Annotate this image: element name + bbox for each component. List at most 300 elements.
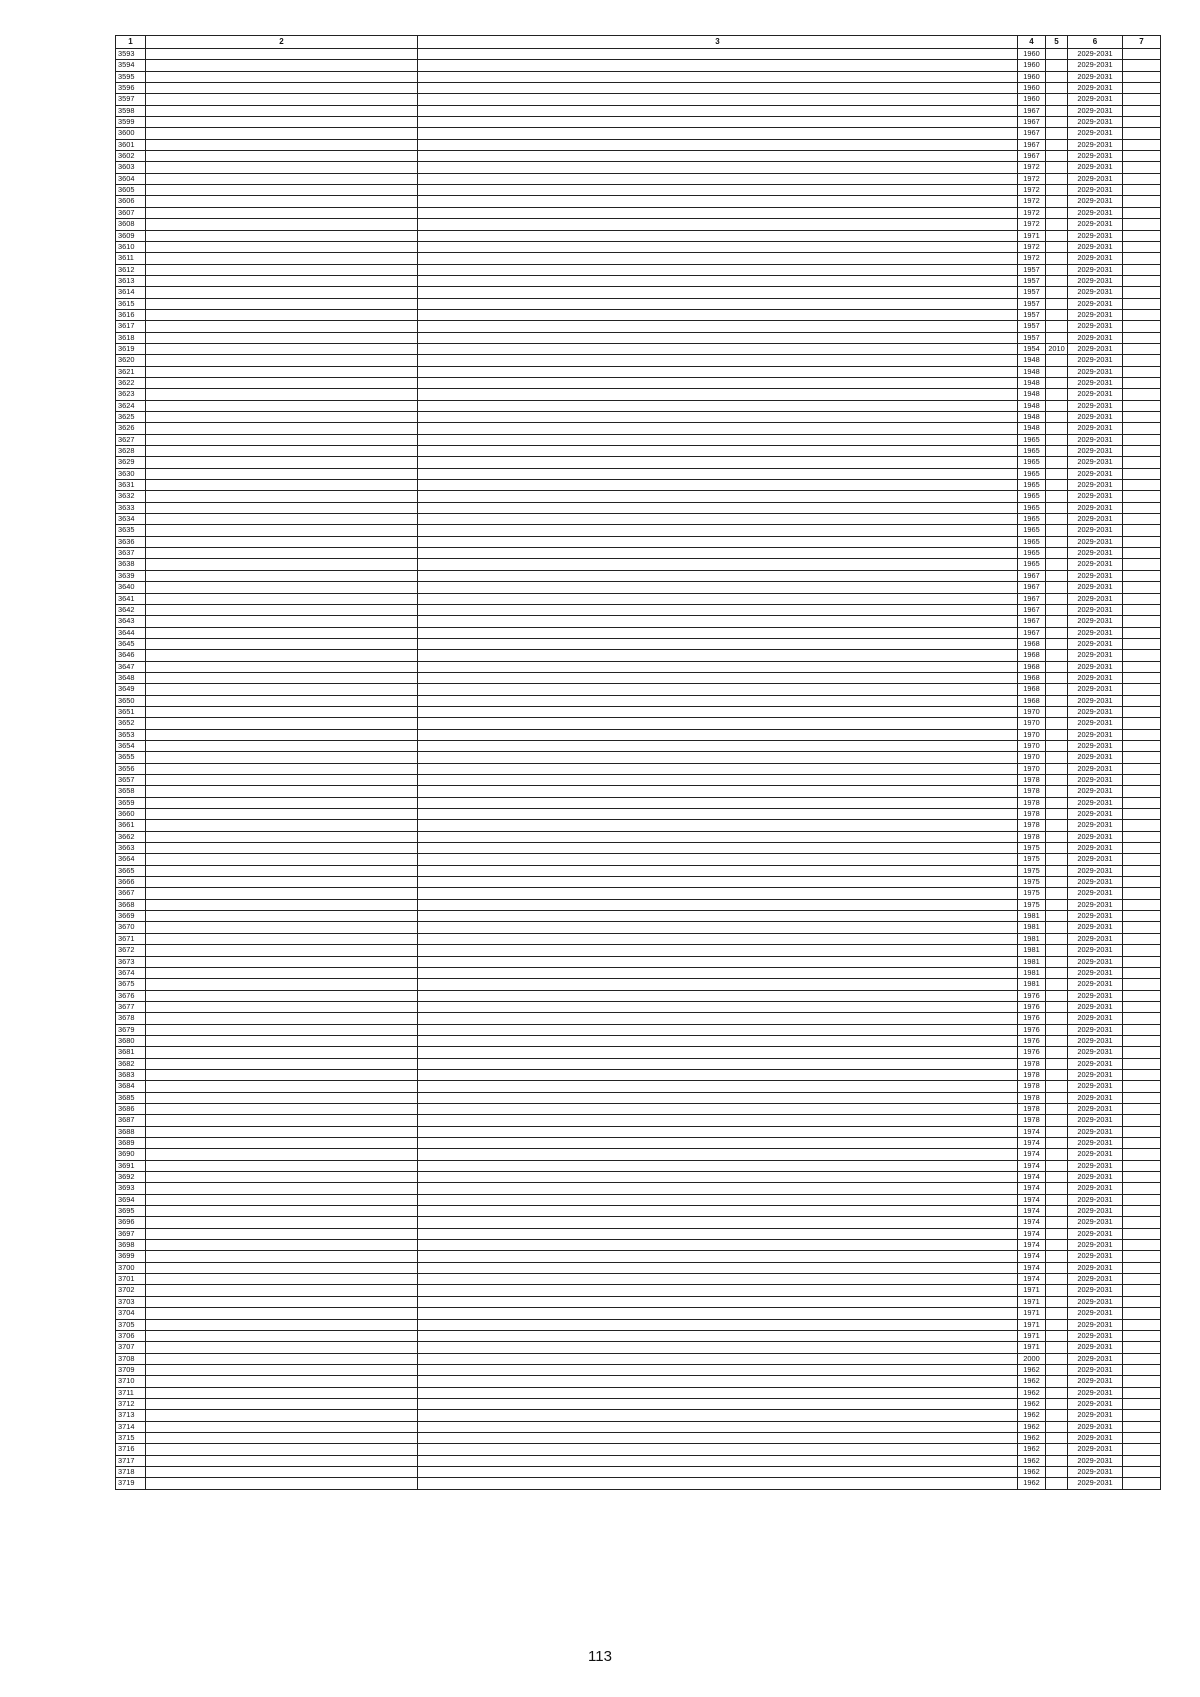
row-work-description xyxy=(418,105,1018,116)
row-period: 2029-2031 xyxy=(1068,457,1123,468)
row-work-description xyxy=(418,548,1018,559)
row-work-description xyxy=(418,514,1018,525)
row-col-7 xyxy=(1123,820,1161,831)
row-last-repair-year xyxy=(1046,412,1068,423)
row-col-7 xyxy=(1123,1194,1161,1205)
row-build-year: 1972 xyxy=(1018,196,1046,207)
row-last-repair-year xyxy=(1046,570,1068,581)
row-build-year: 1974 xyxy=(1018,1172,1046,1183)
row-col-7 xyxy=(1123,1092,1161,1103)
row-work-description xyxy=(418,128,1018,139)
row-number: 3633 xyxy=(116,502,146,513)
table-row xyxy=(116,275,1161,286)
row-build-year: 1978 xyxy=(1018,775,1046,786)
table-row xyxy=(116,888,1161,899)
table-row xyxy=(116,1330,1161,1341)
row-work-description xyxy=(418,888,1018,899)
table-row xyxy=(116,570,1161,581)
row-build-year: 1978 xyxy=(1018,1103,1046,1114)
row-period: 2029-2031 xyxy=(1068,173,1123,184)
row-build-year: 1965 xyxy=(1018,457,1046,468)
row-number: 3677 xyxy=(116,1001,146,1012)
row-col-7 xyxy=(1123,230,1161,241)
row-address xyxy=(146,843,418,854)
row-build-year: 1957 xyxy=(1018,298,1046,309)
row-col-7 xyxy=(1123,797,1161,808)
row-col-7 xyxy=(1123,1308,1161,1319)
row-address xyxy=(146,1183,418,1194)
table-row xyxy=(116,661,1161,672)
table-row xyxy=(116,775,1161,786)
row-col-7 xyxy=(1123,1296,1161,1307)
row-work-description xyxy=(418,423,1018,434)
table-row xyxy=(116,1013,1161,1024)
row-number: 3684 xyxy=(116,1081,146,1092)
row-number: 3669 xyxy=(116,911,146,922)
row-period: 2029-2031 xyxy=(1068,536,1123,547)
row-col-7 xyxy=(1123,1251,1161,1262)
table-row xyxy=(116,1308,1161,1319)
row-address xyxy=(146,196,418,207)
row-work-description xyxy=(418,899,1018,910)
row-build-year: 1968 xyxy=(1018,638,1046,649)
row-last-repair-year xyxy=(1046,797,1068,808)
row-period: 2029-2031 xyxy=(1068,1183,1123,1194)
row-work-description xyxy=(418,854,1018,865)
row-period: 2029-2031 xyxy=(1068,491,1123,502)
row-period: 2029-2031 xyxy=(1068,287,1123,298)
row-address xyxy=(146,514,418,525)
row-number: 3597 xyxy=(116,94,146,105)
row-address xyxy=(146,151,418,162)
row-number: 3692 xyxy=(116,1172,146,1183)
row-address xyxy=(146,922,418,933)
row-address xyxy=(146,1035,418,1046)
row-address xyxy=(146,128,418,139)
row-work-description xyxy=(418,593,1018,604)
row-address xyxy=(146,729,418,740)
row-period: 2029-2031 xyxy=(1068,1251,1123,1262)
row-last-repair-year xyxy=(1046,672,1068,683)
row-last-repair-year xyxy=(1046,196,1068,207)
row-col-7 xyxy=(1123,1024,1161,1035)
row-address xyxy=(146,1103,418,1114)
row-period: 2029-2031 xyxy=(1068,1387,1123,1398)
table-row xyxy=(116,173,1161,184)
row-build-year: 1976 xyxy=(1018,1047,1046,1058)
table-row xyxy=(116,1206,1161,1217)
row-build-year: 1962 xyxy=(1018,1421,1046,1432)
row-build-year: 1974 xyxy=(1018,1126,1046,1137)
row-last-repair-year xyxy=(1046,911,1068,922)
table-row xyxy=(116,752,1161,763)
row-build-year: 1978 xyxy=(1018,831,1046,842)
row-build-year: 1978 xyxy=(1018,820,1046,831)
row-address xyxy=(146,434,418,445)
row-period: 2029-2031 xyxy=(1068,1228,1123,1239)
row-number: 3714 xyxy=(116,1421,146,1432)
table-row xyxy=(116,1274,1161,1285)
row-work-description xyxy=(418,809,1018,820)
row-number: 3594 xyxy=(116,60,146,71)
header-col-5: 5 xyxy=(1046,36,1068,49)
row-col-7 xyxy=(1123,1172,1161,1183)
row-last-repair-year xyxy=(1046,366,1068,377)
row-last-repair-year xyxy=(1046,128,1068,139)
row-work-description xyxy=(418,729,1018,740)
row-address xyxy=(146,638,418,649)
row-period: 2029-2031 xyxy=(1068,1410,1123,1421)
row-last-repair-year xyxy=(1046,933,1068,944)
table-row xyxy=(116,1455,1161,1466)
row-work-description xyxy=(418,1285,1018,1296)
row-address xyxy=(146,1047,418,1058)
row-build-year: 1967 xyxy=(1018,627,1046,638)
row-work-description xyxy=(418,1319,1018,1330)
row-work-description xyxy=(418,922,1018,933)
table-row xyxy=(116,672,1161,683)
row-col-7 xyxy=(1123,1398,1161,1409)
row-address xyxy=(146,275,418,286)
row-build-year: 1976 xyxy=(1018,1035,1046,1046)
row-col-7 xyxy=(1123,786,1161,797)
row-period: 2029-2031 xyxy=(1068,321,1123,332)
row-last-repair-year xyxy=(1046,525,1068,536)
row-period: 2029-2031 xyxy=(1068,94,1123,105)
row-number: 3598 xyxy=(116,105,146,116)
table-row xyxy=(116,967,1161,978)
row-last-repair-year xyxy=(1046,684,1068,695)
row-last-repair-year xyxy=(1046,956,1068,967)
row-period: 2029-2031 xyxy=(1068,1296,1123,1307)
row-last-repair-year xyxy=(1046,1058,1068,1069)
row-number: 3640 xyxy=(116,582,146,593)
row-number: 3673 xyxy=(116,956,146,967)
row-build-year: 1965 xyxy=(1018,468,1046,479)
row-col-7 xyxy=(1123,752,1161,763)
row-last-repair-year xyxy=(1046,1319,1068,1330)
table-row xyxy=(116,1126,1161,1137)
row-work-description xyxy=(418,604,1018,615)
row-number: 3667 xyxy=(116,888,146,899)
row-number: 3671 xyxy=(116,933,146,944)
row-address xyxy=(146,1421,418,1432)
row-last-repair-year xyxy=(1046,1296,1068,1307)
row-period: 2029-2031 xyxy=(1068,1206,1123,1217)
row-col-7 xyxy=(1123,650,1161,661)
row-col-7 xyxy=(1123,684,1161,695)
row-period: 2029-2031 xyxy=(1068,650,1123,661)
row-col-7 xyxy=(1123,400,1161,411)
row-number: 3704 xyxy=(116,1308,146,1319)
row-work-description xyxy=(418,786,1018,797)
row-address xyxy=(146,695,418,706)
row-period: 2029-2031 xyxy=(1068,593,1123,604)
table-row xyxy=(116,1160,1161,1171)
row-period: 2029-2031 xyxy=(1068,366,1123,377)
row-col-7 xyxy=(1123,1455,1161,1466)
row-number: 3630 xyxy=(116,468,146,479)
row-period: 2029-2031 xyxy=(1068,298,1123,309)
row-address xyxy=(146,83,418,94)
row-number: 3663 xyxy=(116,843,146,854)
row-period: 2029-2031 xyxy=(1068,377,1123,388)
row-last-repair-year xyxy=(1046,820,1068,831)
row-build-year: 1972 xyxy=(1018,219,1046,230)
table-row xyxy=(116,434,1161,445)
row-address xyxy=(146,525,418,536)
row-address xyxy=(146,627,418,638)
row-work-description xyxy=(418,60,1018,71)
row-address xyxy=(146,1274,418,1285)
row-period: 2029-2031 xyxy=(1068,1160,1123,1171)
row-period: 2029-2031 xyxy=(1068,468,1123,479)
row-number: 3609 xyxy=(116,230,146,241)
row-address xyxy=(146,684,418,695)
table-row xyxy=(116,105,1161,116)
row-address xyxy=(146,740,418,751)
row-last-repair-year xyxy=(1046,60,1068,71)
table-row xyxy=(116,1432,1161,1443)
row-col-7 xyxy=(1123,933,1161,944)
row-build-year: 1974 xyxy=(1018,1228,1046,1239)
row-last-repair-year xyxy=(1046,1398,1068,1409)
table-row xyxy=(116,377,1161,388)
row-col-7 xyxy=(1123,1115,1161,1126)
table-row xyxy=(116,49,1161,60)
row-build-year: 1975 xyxy=(1018,877,1046,888)
row-col-7 xyxy=(1123,1432,1161,1443)
row-col-7 xyxy=(1123,616,1161,627)
row-period: 2029-2031 xyxy=(1068,1330,1123,1341)
row-address xyxy=(146,1217,418,1228)
row-build-year: 1972 xyxy=(1018,162,1046,173)
row-col-7 xyxy=(1123,514,1161,525)
table-row xyxy=(116,400,1161,411)
row-address xyxy=(146,775,418,786)
row-col-7 xyxy=(1123,593,1161,604)
row-number: 3636 xyxy=(116,536,146,547)
row-work-description xyxy=(418,1240,1018,1251)
row-build-year: 1975 xyxy=(1018,888,1046,899)
row-period: 2029-2031 xyxy=(1068,207,1123,218)
row-number: 3599 xyxy=(116,117,146,128)
row-work-description xyxy=(418,559,1018,570)
row-build-year: 1960 xyxy=(1018,71,1046,82)
row-address xyxy=(146,412,418,423)
table-row xyxy=(116,1058,1161,1069)
row-address xyxy=(146,1342,418,1353)
row-last-repair-year xyxy=(1046,49,1068,60)
row-col-7 xyxy=(1123,219,1161,230)
row-last-repair-year xyxy=(1046,1013,1068,1024)
row-number: 3686 xyxy=(116,1103,146,1114)
row-work-description xyxy=(418,1172,1018,1183)
table-row xyxy=(116,582,1161,593)
row-col-7 xyxy=(1123,105,1161,116)
row-period: 2029-2031 xyxy=(1068,627,1123,638)
row-work-description xyxy=(418,1217,1018,1228)
row-last-repair-year xyxy=(1046,253,1068,264)
row-last-repair-year xyxy=(1046,604,1068,615)
row-work-description xyxy=(418,570,1018,581)
row-col-7 xyxy=(1123,491,1161,502)
row-last-repair-year xyxy=(1046,1274,1068,1285)
row-work-description xyxy=(418,1296,1018,1307)
row-number: 3691 xyxy=(116,1160,146,1171)
row-address xyxy=(146,1432,418,1443)
row-address xyxy=(146,661,418,672)
row-build-year: 1960 xyxy=(1018,94,1046,105)
row-number: 3664 xyxy=(116,854,146,865)
row-last-repair-year xyxy=(1046,1160,1068,1171)
row-build-year: 1965 xyxy=(1018,559,1046,570)
row-col-7 xyxy=(1123,1058,1161,1069)
row-address xyxy=(146,207,418,218)
table-row xyxy=(116,94,1161,105)
row-build-year: 1981 xyxy=(1018,922,1046,933)
row-address xyxy=(146,593,418,604)
row-work-description xyxy=(418,287,1018,298)
row-period: 2029-2031 xyxy=(1068,1376,1123,1387)
row-col-7 xyxy=(1123,627,1161,638)
row-last-repair-year xyxy=(1046,1421,1068,1432)
row-number: 3719 xyxy=(116,1478,146,1489)
row-last-repair-year xyxy=(1046,650,1068,661)
row-col-7 xyxy=(1123,253,1161,264)
table-row xyxy=(116,83,1161,94)
row-work-description xyxy=(418,1069,1018,1080)
table-row xyxy=(116,1353,1161,1364)
row-build-year: 1948 xyxy=(1018,355,1046,366)
row-build-year: 1968 xyxy=(1018,672,1046,683)
row-work-description xyxy=(418,967,1018,978)
row-build-year: 1962 xyxy=(1018,1398,1046,1409)
row-work-description xyxy=(418,1376,1018,1387)
row-number: 3620 xyxy=(116,355,146,366)
row-period: 2029-2031 xyxy=(1068,1342,1123,1353)
row-work-description xyxy=(418,446,1018,457)
table-row xyxy=(116,446,1161,457)
row-last-repair-year: 2010 xyxy=(1046,343,1068,354)
row-number: 3616 xyxy=(116,309,146,320)
row-address xyxy=(146,854,418,865)
table-row xyxy=(116,151,1161,162)
row-col-7 xyxy=(1123,423,1161,434)
row-address xyxy=(146,1376,418,1387)
row-build-year: 1968 xyxy=(1018,695,1046,706)
row-address xyxy=(146,253,418,264)
row-address xyxy=(146,117,418,128)
row-number: 3637 xyxy=(116,548,146,559)
row-col-7 xyxy=(1123,718,1161,729)
row-build-year: 1974 xyxy=(1018,1160,1046,1171)
row-number: 3651 xyxy=(116,706,146,717)
row-work-description xyxy=(418,752,1018,763)
row-last-repair-year xyxy=(1046,241,1068,252)
row-number: 3654 xyxy=(116,740,146,751)
row-last-repair-year xyxy=(1046,548,1068,559)
row-build-year: 1974 xyxy=(1018,1274,1046,1285)
row-build-year: 1957 xyxy=(1018,287,1046,298)
table-row xyxy=(116,321,1161,332)
row-address xyxy=(146,990,418,1001)
row-last-repair-year xyxy=(1046,264,1068,275)
table-row xyxy=(116,763,1161,774)
row-build-year: 1965 xyxy=(1018,502,1046,513)
row-period: 2029-2031 xyxy=(1068,1478,1123,1489)
row-work-description xyxy=(418,1353,1018,1364)
row-address xyxy=(146,355,418,366)
row-build-year: 1974 xyxy=(1018,1194,1046,1205)
row-address xyxy=(146,1251,418,1262)
row-build-year: 1965 xyxy=(1018,480,1046,491)
row-col-7 xyxy=(1123,389,1161,400)
row-period: 2029-2031 xyxy=(1068,139,1123,150)
row-period: 2029-2031 xyxy=(1068,570,1123,581)
row-number: 3703 xyxy=(116,1296,146,1307)
row-address xyxy=(146,582,418,593)
row-build-year: 1981 xyxy=(1018,911,1046,922)
row-period: 2029-2031 xyxy=(1068,196,1123,207)
row-work-description xyxy=(418,355,1018,366)
row-build-year: 1965 xyxy=(1018,491,1046,502)
row-address xyxy=(146,1138,418,1149)
table-row xyxy=(116,627,1161,638)
row-work-description xyxy=(418,241,1018,252)
row-number: 3631 xyxy=(116,480,146,491)
row-build-year: 1957 xyxy=(1018,264,1046,275)
row-address xyxy=(146,956,418,967)
row-address xyxy=(146,797,418,808)
row-last-repair-year xyxy=(1046,1183,1068,1194)
row-col-7 xyxy=(1123,1069,1161,1080)
row-address xyxy=(146,570,418,581)
row-address xyxy=(146,877,418,888)
row-col-7 xyxy=(1123,604,1161,615)
row-col-7 xyxy=(1123,1364,1161,1375)
row-number: 3657 xyxy=(116,775,146,786)
row-number: 3635 xyxy=(116,525,146,536)
row-col-7 xyxy=(1123,480,1161,491)
row-number: 3613 xyxy=(116,275,146,286)
table-row xyxy=(116,1387,1161,1398)
row-last-repair-year xyxy=(1046,775,1068,786)
row-work-description xyxy=(418,321,1018,332)
row-address xyxy=(146,343,418,354)
row-address xyxy=(146,332,418,343)
row-number: 3619 xyxy=(116,343,146,354)
row-build-year: 1948 xyxy=(1018,423,1046,434)
row-period: 2029-2031 xyxy=(1068,979,1123,990)
row-col-7 xyxy=(1123,877,1161,888)
row-number: 3668 xyxy=(116,899,146,910)
table-row xyxy=(116,1444,1161,1455)
row-address xyxy=(146,1092,418,1103)
row-work-description xyxy=(418,877,1018,888)
row-period: 2029-2031 xyxy=(1068,763,1123,774)
row-number: 3611 xyxy=(116,253,146,264)
row-period: 2029-2031 xyxy=(1068,1262,1123,1273)
row-col-7 xyxy=(1123,525,1161,536)
row-number: 3698 xyxy=(116,1240,146,1251)
row-build-year: 1970 xyxy=(1018,706,1046,717)
row-col-7 xyxy=(1123,1047,1161,1058)
row-work-description xyxy=(418,797,1018,808)
row-build-year: 1975 xyxy=(1018,843,1046,854)
row-build-year: 1957 xyxy=(1018,275,1046,286)
row-period: 2029-2031 xyxy=(1068,1058,1123,1069)
